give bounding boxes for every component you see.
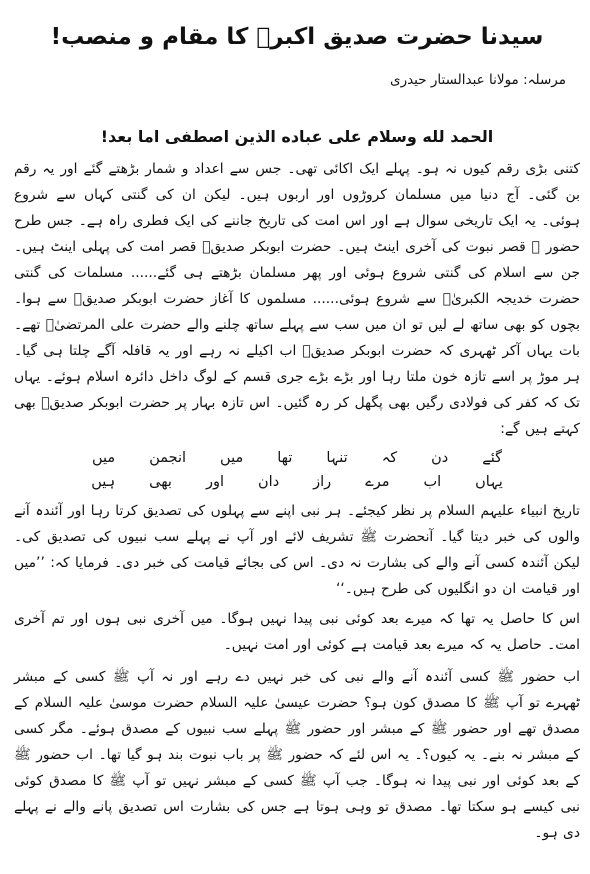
verse-word: ہیں (91, 474, 116, 490)
verse-word: گئے (482, 450, 502, 466)
paragraph-4: اب حضور ﷺ کسی آئندہ آنے والے نبی کی خبر نہیں دے رہے اور نہ آپ ﷺ کسی کے مبشر ٹھہرے تو آپ ﷺ کا مصدق کون ہو؟ حضرت عیسیٰ علیہ السلام حضرت موسیٰ علیہ السلام کے مصدق تھے اور حضور ﷺ کے مبشر اور حضور ﷺ پہلے سب نبیوں کے مصدق ہوئے۔ مگر کسی کے مبشر نہ بنے۔ یہ کیوں؟۔ یہ اس لئے کہ حضور ﷺ پر باب نبوت بند ہو گیا تھا۔ اب حضور ﷺ کے بعد کوئی اور نبی پیدا نہ ہوگا۔ جب آپ ﷺ کسی کے مبشر نہیں تو آپ ﷺ کا مصدق کوئی نبی کیسے ہو سکتا تھا۔ مصدق تو وہی ہوتا ہے جس کی بشارت اس تصدیق پانے والے نے پہلے دی ہو۔ (14, 669, 580, 841)
verse-word: راز (313, 474, 332, 490)
verse-word: میں (220, 450, 244, 466)
paragraph-3: اس کا حاصل یہ تھا کہ میرے بعد کوئی نبی پیدا نہیں ہوگا۔ میں آخری نبی ہوں اور تم آخری امت۔ حاصل یہ کہ میرے بعد قیامت ہے کوئی اور امت نہیں۔ (14, 611, 580, 653)
paragraph-2: تاریخ انبیاء علیہم السلام پر نظر کیجئے۔ ہر نبی اپنے سے پہلوں کی تصدیق کرتا رہا اور آئندہ آنے والوں کی خبر دیتا گیا۔ آنحضرت ﷺ تشریف لائے اور آپ نے پہلے سب نبیوں کی تصدیق کی۔ لیکن آئندہ کسی آنے والے کی بشارت نہ دی۔ اس کی بجائے قیامت کی خبر دی۔ فرمایا کہ: ’’میں اور قیامت ان دو انگلیوں کی طرح ہیں۔‘‘ (14, 503, 580, 597)
verse-word: اور (205, 474, 225, 490)
verse-word: تنہا (326, 450, 348, 466)
verse-word: اب (423, 474, 442, 490)
poetry-couplet (14, 446, 580, 494)
verse-word: دن (431, 450, 449, 466)
article-title: سیدنا حضرت صدیق اکبرؓ کا مقام و منصب! (50, 24, 544, 50)
verse-word: انجمن (149, 450, 187, 466)
verse-word: مرے (365, 474, 390, 490)
verse-word: یہاں (475, 474, 503, 490)
verse-word: بھی (149, 474, 172, 490)
verse-word: میں (92, 450, 116, 466)
verse-word: دان (258, 474, 280, 490)
verse-word: تھا (277, 450, 293, 466)
opening-invocation: الحمد لله وسلام على عباده الذين اصطفى اما بعد! (100, 127, 494, 146)
verse-line-1 (14, 446, 580, 470)
verse-word: کہ (381, 450, 398, 466)
paragraph-1: کتنی بڑی رقم کیوں نہ ہو۔ پہلے ایک اکائی تھی۔ جس سے اعداد و شمار بڑھتے گئے اور یہ رقم بن گئی۔ آج دنیا میں مسلمان کروڑوں اور اربوں ہیں۔ لیکن ان کی گنتی کہاں سے شروع ہوئی۔ یہ ایک تاریخی سوال ہے اور اس امت کی تاریخ جاننے کی ایک فطری راہ ہے۔ جس طرح حضور ﷺ قصر نبوت کی آخری اینٹ ہیں۔ حضرت ابوبکر صدیقؓ قصر امت کی پہلی اینٹ ہیں۔ جن سے اسلام کی گنتی شروع ہوئی اور پھر مسلمان بڑھتے ہی گئے...... مسلمات کی گنتی حضرت خدیجہ الکبریٰؓ سے شروع ہوئی...... مسلموں کا آغاز حضرت ابوبکر صدیقؓ سے ہوا۔ بچوں کو بھی ساتھ لے لیں تو ان میں سب سے پہلے ساتھ چلنے والے حضرت علی المرتضیٰؓ تھے۔ بات یہاں آکر ٹھہری کہ حضرت ابوبکر صدیقؓ اب اکیلے نہ رہے اور یہ قافلہ آگے چلتا ہی گیا۔ ہر موڑ پر اسے تازہ خون ملتا رہا اور بڑے بڑے جری قسم کے لوگ داخل دائرہ اسلام ہوئے۔ یہاں تک کہ کفر کی فولادی رگیں بھی پگھل کر رہ گئیں۔ اس تازہ بہار پر حضرت ابوبکر صدیقؓ بھی کہتے ہیں گے: (14, 161, 580, 437)
verse-line-2 (14, 470, 580, 494)
author-line: مرسلہ: مولانا عبدالستار حیدری (390, 72, 566, 88)
